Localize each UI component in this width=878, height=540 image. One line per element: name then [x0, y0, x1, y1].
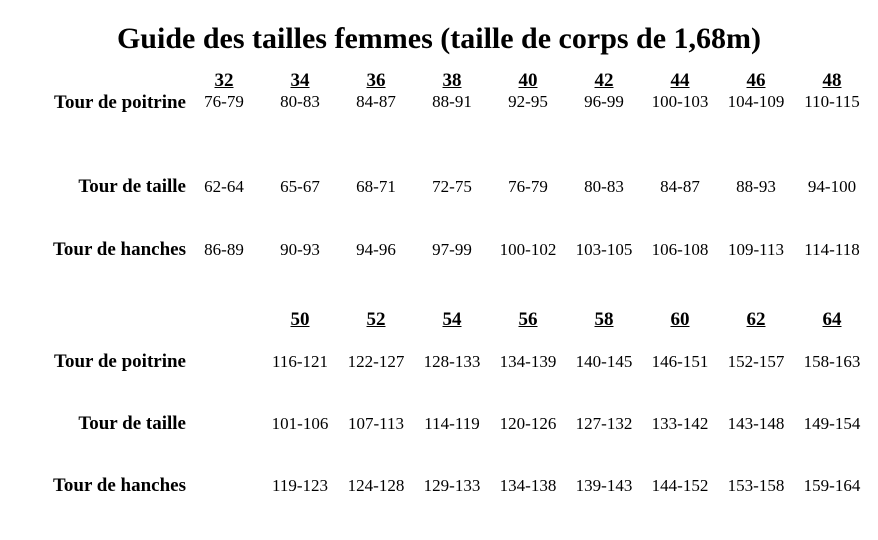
cell-hanches-52: 124-128	[347, 476, 405, 495]
row-label-hanches-2: Tour de hanches	[52, 475, 186, 496]
cell-poitrine-42: 96-99	[584, 92, 624, 111]
size-header-64: 64	[822, 309, 842, 330]
spacer-cell	[186, 331, 262, 393]
cell-hanches-38: 97-99	[432, 239, 472, 259]
spacer-cell	[186, 293, 262, 331]
cell-taille-36: 68-71	[356, 176, 396, 196]
table-header-row	[8, 56, 870, 92]
size-header-34: 34	[290, 70, 310, 91]
size-header-52: 52	[366, 309, 386, 330]
row-label-taille-2: Tour de taille	[78, 413, 186, 434]
header-corner-cell	[8, 56, 186, 92]
cell-taille-58: 127-132	[575, 414, 633, 433]
size-table-block-1	[8, 56, 870, 281]
cell-taille-34: 65-67	[280, 176, 320, 196]
cell-poitrine-36: 84-87	[356, 92, 396, 111]
size-header-58: 58	[594, 309, 614, 330]
table-row	[8, 92, 870, 155]
size-header-48: 48	[822, 70, 842, 91]
table-row	[8, 155, 870, 218]
table-row	[8, 455, 870, 517]
cell-hanches-32: 86-89	[204, 239, 244, 259]
size-header-46: 46	[746, 70, 766, 91]
cell-hanches-44: 106-108	[651, 239, 709, 259]
size-header-38: 38	[442, 70, 462, 91]
cell-hanches-46: 109-113	[727, 239, 785, 259]
spacer-cell	[186, 455, 262, 517]
cell-poitrine-50: 116-121	[271, 352, 329, 371]
cell-taille-52: 107-113	[347, 414, 405, 433]
cell-poitrine-44: 100-103	[651, 92, 709, 111]
cell-taille-50: 101-106	[271, 414, 329, 433]
cell-taille-40: 76-79	[508, 176, 548, 196]
cell-poitrine-34: 80-83	[280, 92, 320, 111]
cell-taille-60: 133-142	[651, 414, 709, 433]
cell-poitrine-46: 104-109	[727, 92, 785, 111]
cell-hanches-34: 90-93	[280, 239, 320, 259]
cell-taille-38: 72-75	[432, 176, 472, 196]
cell-taille-56: 120-126	[499, 414, 557, 433]
size-header-42: 42	[594, 70, 614, 91]
cell-hanches-42: 103-105	[575, 239, 633, 259]
size-header-36: 36	[366, 70, 386, 91]
cell-poitrine-48: 110-115	[804, 92, 860, 111]
page-title: Guide des tailles femmes (taille de corps de 1,68m)	[116, 22, 762, 55]
cell-taille-62: 143-148	[727, 414, 785, 433]
cell-hanches-60: 144-152	[651, 476, 709, 495]
cell-poitrine-54: 128-133	[423, 352, 481, 371]
cell-taille-44: 84-87	[660, 176, 700, 196]
table-row	[8, 218, 870, 281]
cell-poitrine-38: 88-91	[432, 92, 472, 111]
block-divider	[0, 281, 878, 293]
size-header-60: 60	[670, 309, 690, 330]
cell-poitrine-60: 146-151	[651, 352, 709, 371]
cell-hanches-54: 129-133	[423, 476, 481, 495]
table-header-row	[8, 293, 870, 331]
cell-taille-54: 114-119	[424, 414, 480, 433]
cell-poitrine-62: 152-157	[727, 352, 785, 371]
header-corner-cell-2	[8, 293, 186, 331]
cell-hanches-56: 134-138	[499, 476, 557, 495]
cell-hanches-62: 153-158	[727, 476, 785, 495]
cell-poitrine-32: 76-79	[204, 92, 244, 111]
size-header-32: 32	[214, 70, 234, 91]
size-table-block-2	[8, 293, 870, 517]
size-header-56: 56	[518, 309, 538, 330]
row-label-poitrine-2: Tour de poitrine	[54, 351, 186, 372]
size-header-44: 44	[670, 70, 690, 91]
cell-poitrine-64: 158-163	[803, 352, 861, 371]
cell-hanches-50: 119-123	[271, 476, 329, 495]
size-header-50: 50	[290, 309, 310, 330]
row-label-taille: Tour de taille	[78, 175, 186, 197]
cell-hanches-48: 114-118	[804, 239, 860, 259]
cell-poitrine-58: 140-145	[575, 352, 633, 371]
cell-hanches-40: 100-102	[499, 239, 557, 259]
cell-taille-48: 94-100	[807, 176, 857, 196]
spacer-cell	[186, 393, 262, 455]
table-row	[8, 393, 870, 455]
cell-hanches-36: 94-96	[356, 239, 396, 259]
size-header-54: 54	[442, 309, 462, 330]
cell-taille-46: 88-93	[736, 176, 776, 196]
cell-taille-42: 80-83	[584, 176, 624, 196]
cell-taille-64: 149-154	[803, 414, 861, 433]
cell-poitrine-40: 92-95	[508, 92, 548, 111]
cell-hanches-64: 159-164	[803, 476, 861, 495]
cell-hanches-58: 139-143	[575, 476, 633, 495]
row-label-poitrine: Tour de poitrine	[54, 92, 186, 113]
size-header-62: 62	[746, 309, 766, 330]
size-header-40: 40	[518, 70, 538, 91]
cell-poitrine-52: 122-127	[347, 352, 405, 371]
cell-taille-32: 62-64	[204, 176, 244, 196]
table-row	[8, 331, 870, 393]
cell-poitrine-56: 134-139	[499, 352, 557, 371]
row-label-hanches: Tour de hanches	[52, 238, 186, 260]
